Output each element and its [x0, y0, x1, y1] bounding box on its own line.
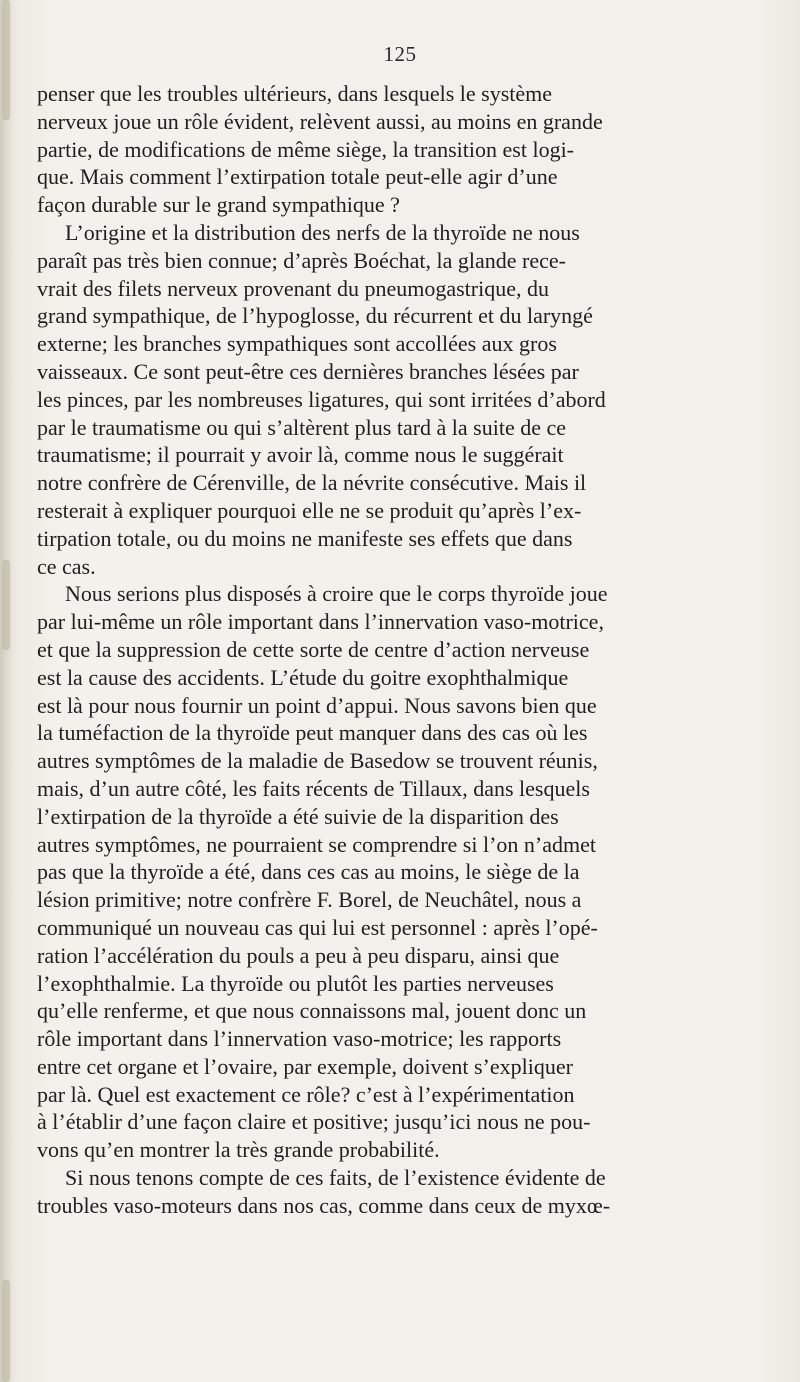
paragraph-first-line: Si nous tenons compte de ces faits, de l’existence évidente de	[65, 1165, 606, 1191]
text-line: mais, d’un autre côté, les faits récents de Tillaux, dans lesquels	[37, 775, 590, 801]
text-line: qu’elle renferme, et que nous connaissons mal, jouent donc un	[37, 998, 587, 1024]
text-line: l’extirpation de la thyroïde a été suivie de la disparition des	[37, 803, 559, 829]
paragraph-first-line: Nous serions plus disposés à croire que le corps thyroïde joue	[65, 581, 608, 607]
text-line: partie, de modifications de même siège, la transition est logi-	[37, 136, 575, 162]
text-line: grand sympathique, de l’hypoglosse, du récurrent et du laryngé	[37, 303, 593, 329]
text-line: penser que les troubles ultérieurs, dans lesquels le système	[37, 81, 553, 106]
text-line: troubles vaso-moteurs dans nos cas, comme dans ceux de myxœ-	[37, 1192, 611, 1218]
text-line: paraît pas très bien connue; d’après Boéchat, la glande rece-	[37, 247, 566, 273]
text-line: resterait à expliquer pourquoi elle ne se produit qu’après l’ex-	[37, 497, 582, 523]
text-line: ce cas.	[37, 553, 96, 579]
text-line: pas que la thyroïde a été, dans ces cas au moins, le siège de la	[37, 859, 580, 885]
page-binding-edge	[0, 0, 14, 1382]
text-line: rôle important dans l’innervation vaso-motrice; les rapports	[37, 1026, 562, 1052]
text-line: est là pour nous fournir un point d’appui. Nous savons bien que	[37, 692, 597, 718]
text-line: à l’établir d’une façon claire et positive; jusqu’ici nous ne pou-	[37, 1109, 591, 1135]
text-line: la tuméfaction de la thyroïde peut manquer dans des cas où les	[37, 720, 588, 746]
text-line: externe; les branches sympathiques sont accollées aux gros	[37, 331, 557, 357]
text-line: vaisseaux. Ce sont peut-être ces dernières branches lésées par	[37, 358, 579, 384]
text-line: entre cet organe et l’ovaire, par exemple, doivent s’expliquer	[37, 1053, 573, 1079]
text-line: autres symptômes de la maladie de Basedow se trouvent réunis,	[37, 748, 598, 774]
text-line: par lui-même un rôle important dans l’innervation vaso-motrice,	[37, 609, 604, 635]
text-line: façon durable sur le grand sympathique ?	[37, 192, 400, 218]
text-line: les pinces, par les nombreuses ligatures, qui sont irritées d’abord	[37, 386, 606, 412]
text-line: l’exophthalmie. La thyroïde ou plutôt les parties nerveuses	[37, 970, 554, 996]
body-text	[37, 80, 777, 1220]
text-line: communiqué un nouveau cas qui lui est personnel : après l’opé-	[37, 914, 598, 940]
text-line: autres symptômes, ne pourraient se comprendre si l’on n’admet	[37, 831, 597, 857]
paragraph-first-line: L’origine et la distribution des nerfs de la thyroïde ne nous	[65, 219, 580, 245]
text-line: traumatisme; il pourrait y avoir là, comme nous le suggérait	[37, 442, 564, 468]
text-line: ration l’accélération du pouls a peu à peu disparu, ainsi que	[37, 942, 560, 968]
text-line: notre confrère de Cérenville, de la névrite consécutive. Mais il	[37, 470, 587, 496]
text-line: nerveux joue un rôle évident, relèvent aussi, au moins en grande	[37, 108, 603, 134]
text-line: tirpation totale, ou du moins ne manifeste ses effets que dans	[37, 525, 573, 551]
text-line: que. Mais comment l’extirpation totale peut-elle agir d’une	[37, 164, 558, 190]
text-line: lésion primitive; notre confrère F. Borel, de Neuchâtel, nous a	[37, 887, 582, 913]
text-line: par le traumatisme ou qui s’altèrent plus tard à la suite de ce	[37, 414, 567, 440]
page-number: 125	[383, 42, 417, 66]
edge-stain	[2, 1280, 10, 1382]
text-line: et que la suppression de cette sorte de centre d’action nerveuse	[37, 636, 590, 662]
text-line: par là. Quel est exactement ce rôle? c’est à l’expérimentation	[37, 1081, 575, 1107]
edge-stain	[2, 560, 10, 650]
text-line: vons qu’en montrer la très grande probabilité.	[37, 1137, 440, 1163]
text-line: est la cause des accidents. L’étude du goitre exophthalmique	[37, 664, 569, 690]
text-line: vrait des filets nerveux provenant du pneumogastrique, du	[37, 275, 549, 301]
